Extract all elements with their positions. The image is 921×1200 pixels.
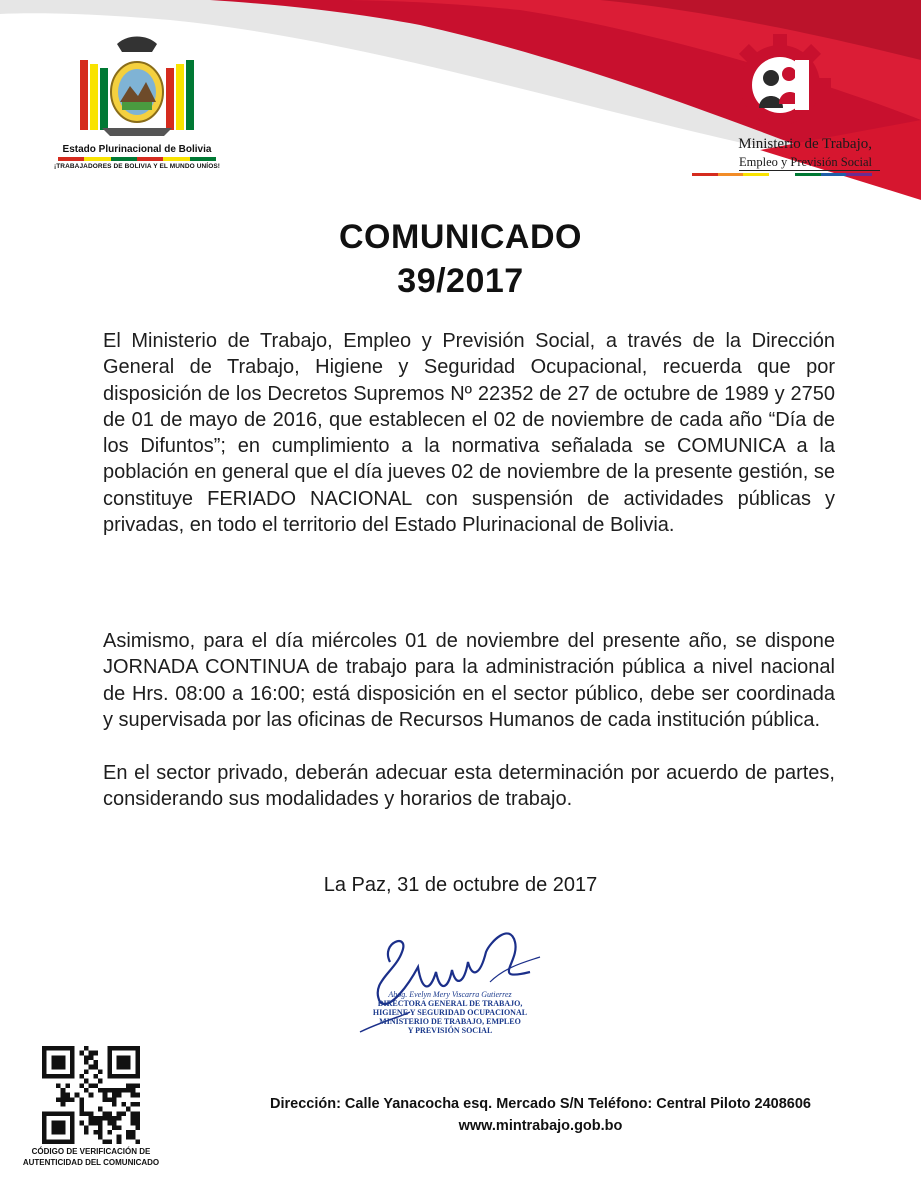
country-motto: ¡TRABAJADORES DE BOLIVIA Y EL MUNDO UNÍOS! xyxy=(53,163,221,170)
paragraph-2: Asimismo, para el día miércoles 01 de noviembre del presente año, se dispone JORNADA CONTINUA de trabajo para la administración pública a nivel nacional de Hrs. 08:00 a 16:00; está disposición en el sector público, debe ser coordinada y supervisada por las oficinas de Recursos Humanos de cada institución pública. xyxy=(103,630,835,731)
signature-stamp xyxy=(360,990,540,1035)
footer-address: Dirección: Calle Yanacocha esq. Mercado S/N Teléfono: Central Piloto 2408606 xyxy=(270,1096,811,1112)
bolivia-logo-block xyxy=(52,30,222,170)
qr-caption-line2: AUTENTICIDAD DEL COMUNICADO xyxy=(22,1158,160,1167)
ministry-color-strip xyxy=(692,173,872,176)
footer-website: www.mintrabajo.gob.bo xyxy=(458,1118,623,1134)
qr-caption xyxy=(20,1146,162,1168)
paragraph-3: En el sector privado, deberán adecuar esta determinación por acuerdo de partes, considerando sus modalidades y horarios de trabajo. xyxy=(103,762,835,811)
document-title: COMUNICADO xyxy=(339,218,582,256)
signer-role-3: MINISTERIO DE TRABAJO, EMPLEO xyxy=(379,1017,521,1026)
signer-role-2: HIGIENE Y SEGURIDAD OCUPACIONAL xyxy=(372,1008,528,1017)
signer-role-1: DIRECTORA GENERAL DE TRABAJO, xyxy=(377,999,523,1008)
country-name: Estado Plurinacional de Bolivia xyxy=(62,144,212,155)
qr-caption-line1: CÓDIGO DE VERIFICACIÓN DE xyxy=(31,1147,151,1156)
ministry-gear-logo-icon xyxy=(725,30,835,140)
signer-role-4: Y PREVISIÓN SOCIAL xyxy=(407,1026,493,1035)
qr-code-icon xyxy=(42,1046,140,1144)
paragraph-1: El Ministerio de Trabajo, Empleo y Previsión Social, a través de la Dirección General de Trabajo, Higiene y Seguridad Ocupacional, recuerda que por disposición de los Decretos Supremos Nº 22352 de 27 de octubre de 1989 y 2750 de 01 de mayo de 2016, que establecen el 02 de noviembre de cada año “Día de los Difuntos”; en cumplimiento a la normativa señalada se COMUNICA a la población en general que el día jueves 02 de noviembre de la presente gestión, se constituye FERIADO NACIONAL con suspensión de actividades públicas y privadas, en todo el territorio del Estado Plurinacional de Bolivia. xyxy=(103,330,835,537)
place-date: La Paz, 31 de octubre de 2017 xyxy=(323,874,598,896)
ministry-name-line2: Empleo y Previsión Social xyxy=(739,155,880,171)
document-number: 39/2017 xyxy=(397,262,524,300)
ministry-name-line1: Ministerio de Trabajo, xyxy=(738,136,872,152)
flag-strip xyxy=(58,157,216,161)
coat-of-arms-icon xyxy=(72,30,202,140)
signer-name: Abog. Evelyn Mery Viscarra Gutierrez xyxy=(388,990,512,999)
ministry-logo-block xyxy=(680,30,880,176)
